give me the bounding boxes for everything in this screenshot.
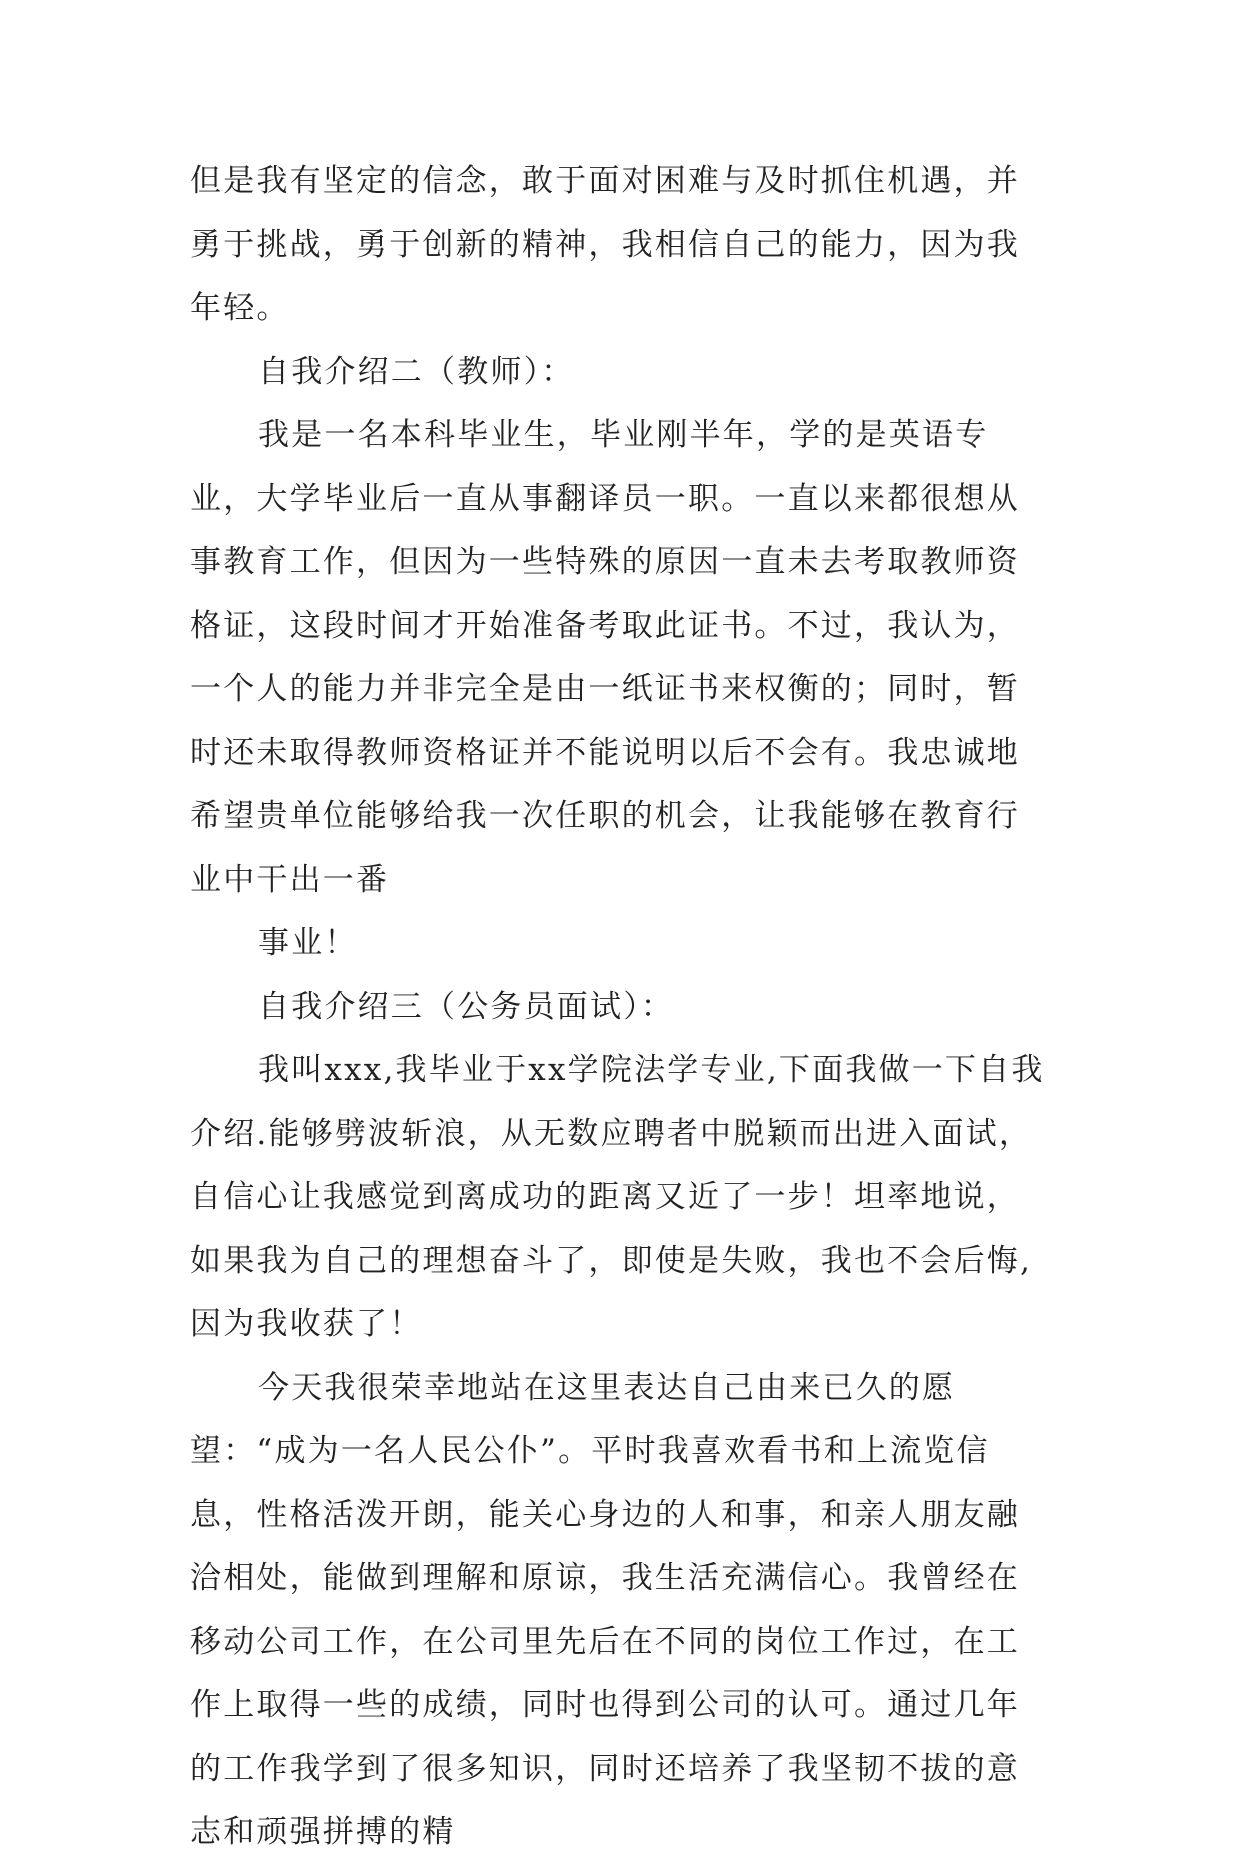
paragraph-teacher-end: 事业！ bbox=[258, 925, 358, 961]
paragraph-teacher: 我是一名本科毕业生，毕业刚半年，学的是英语专业，大学毕业后一直从事翻译员一职。一直以来都很想从事教育工作，但因为一些特殊的原因一直未去考取教师资格证，这段时间才开始准备考取此证书。不过，我认为，一个人的能力并非完全是由一纸证书来权衡的；同时，暂时还未取得教师资格证并不能说明以后不会有。我忠诚地希望贵单位能够给我一次任职的机会，让我能够在教育行业中干出一番 bbox=[190, 417, 1020, 898]
paragraph-civil-servant-3: 今天我很荣幸地站在这里表达自己由来已久的愿望：“成为一名人民公仆”。平时我喜欢看书和上流览信息，性格活泼开朗，能关心身边的人和事，和亲人朋友融洽相处，能做到理解和原谅，我生活充满信心。我曾经在移动公司工作，在公司里先后在不同的岗位工作过，在工作上取得一些的成绩，同时也得到公司的认可。通过几年的工作我学到了很多知识，同时还培养了我坚韧不拔的意志和顽强拼搏的精 bbox=[190, 1369, 1020, 1850]
paragraph-civil-servant-2: 自信心让我感觉到离成功的距离又近了一步！坦率地说，如果我为自己的理想奋斗了，即使是失败，我也不会后悔,因为我收获了！ bbox=[190, 1179, 1033, 1342]
paragraph-1: 但是我有坚定的信念，敢于面对困难与及时抓住机遇，并勇于挑战，勇于创新的精神，我相信自己的能力，因为我年轻。 bbox=[190, 163, 1020, 326]
section-heading-teacher: 自我介绍二（教师）： bbox=[258, 353, 575, 390]
paragraph-civil-servant-1: 我叫xxx,我毕业于xx学院法学专业,下面我做一下自我介绍.能够劈波斩浪，从无数应聘者中脱颖而出进入面试， bbox=[190, 1052, 1045, 1152]
document-page bbox=[190, 150, 1050, 1865]
section-heading-civil-servant: 自我介绍三（公务员面试）： bbox=[258, 988, 675, 1025]
